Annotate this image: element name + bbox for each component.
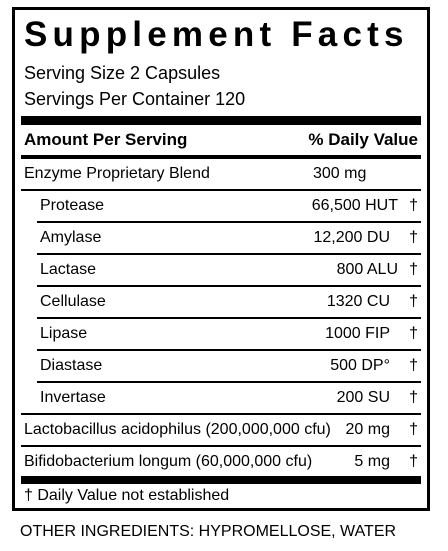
dagger-symbol: † — [409, 229, 418, 246]
enzyme-name: Lipase — [40, 325, 88, 342]
dagger-symbol: † — [409, 325, 418, 342]
enzyme-name: Lactase — [40, 261, 97, 278]
probiotic-amount: 5 mg — [354, 453, 390, 470]
enzyme-amount: 12,200 DU — [313, 229, 390, 246]
dagger-symbol: † — [409, 453, 418, 470]
blend-row — [24, 159, 418, 189]
blend-amount: 300 mg — [313, 165, 367, 182]
enzyme-amount: 1000 FIP — [325, 325, 390, 342]
serving-size: Serving Size 2 Capsules — [24, 63, 221, 83]
thick-divider-bottom — [21, 476, 421, 484]
probiotic-row-bifidobacterium — [24, 447, 418, 477]
dagger-symbol: † — [409, 261, 418, 278]
column-header — [24, 127, 418, 153]
enzyme-row-amylase — [40, 223, 418, 253]
probiotic-name: Bifidobacterium longum (60,000,000 cfu) — [24, 453, 313, 470]
dagger-symbol: † — [409, 357, 418, 374]
enzyme-name: Amylase — [40, 229, 102, 246]
enzyme-name: Diastase — [40, 357, 103, 374]
enzyme-row-diastase — [40, 351, 418, 381]
servings-per-container: Servings Per Container 120 — [24, 89, 246, 109]
probiotic-amount: 20 mg — [345, 421, 390, 438]
amount-per-serving-header: Amount Per Serving — [24, 130, 188, 149]
enzyme-name: Cellulase — [40, 293, 106, 310]
daily-value-header: % Daily Value — [308, 130, 418, 149]
supplement-facts-panel — [12, 7, 430, 511]
enzyme-row-cellulase — [40, 287, 418, 317]
enzyme-amount: 800 ALU — [336, 261, 398, 278]
panel-title: Supplement Facts — [24, 15, 409, 54]
enzyme-row-lactase — [40, 255, 418, 285]
dagger-symbol: † — [409, 421, 418, 438]
other-ingredients: OTHER INGREDIENTS: HYPROMELLOSE, WATER — [20, 523, 397, 540]
thick-divider-top — [21, 116, 421, 125]
enzyme-amount: 1320 CU — [326, 293, 390, 310]
dagger-symbol: † — [409, 293, 418, 310]
enzyme-row-lipase — [40, 319, 418, 349]
dagger-symbol: † — [409, 389, 418, 406]
probiotic-name: Lactobacillus acidophilus (200,000,000 cfu) — [24, 421, 331, 438]
dagger-symbol: † — [409, 197, 418, 214]
enzyme-row-invertase — [40, 383, 418, 413]
enzyme-name: Protease — [40, 197, 105, 214]
enzyme-amount: 200 SU — [336, 389, 390, 406]
enzyme-amount: 500 DP° — [330, 357, 390, 374]
enzyme-row-protease — [40, 191, 418, 221]
footnote: † Daily Value not established — [24, 487, 230, 504]
enzyme-amount: 66,500 HUT — [311, 197, 398, 214]
enzyme-name: Invertase — [40, 389, 106, 406]
probiotic-row-lactobacillus — [24, 415, 418, 445]
blend-name: Enzyme Proprietary Blend — [24, 165, 210, 182]
